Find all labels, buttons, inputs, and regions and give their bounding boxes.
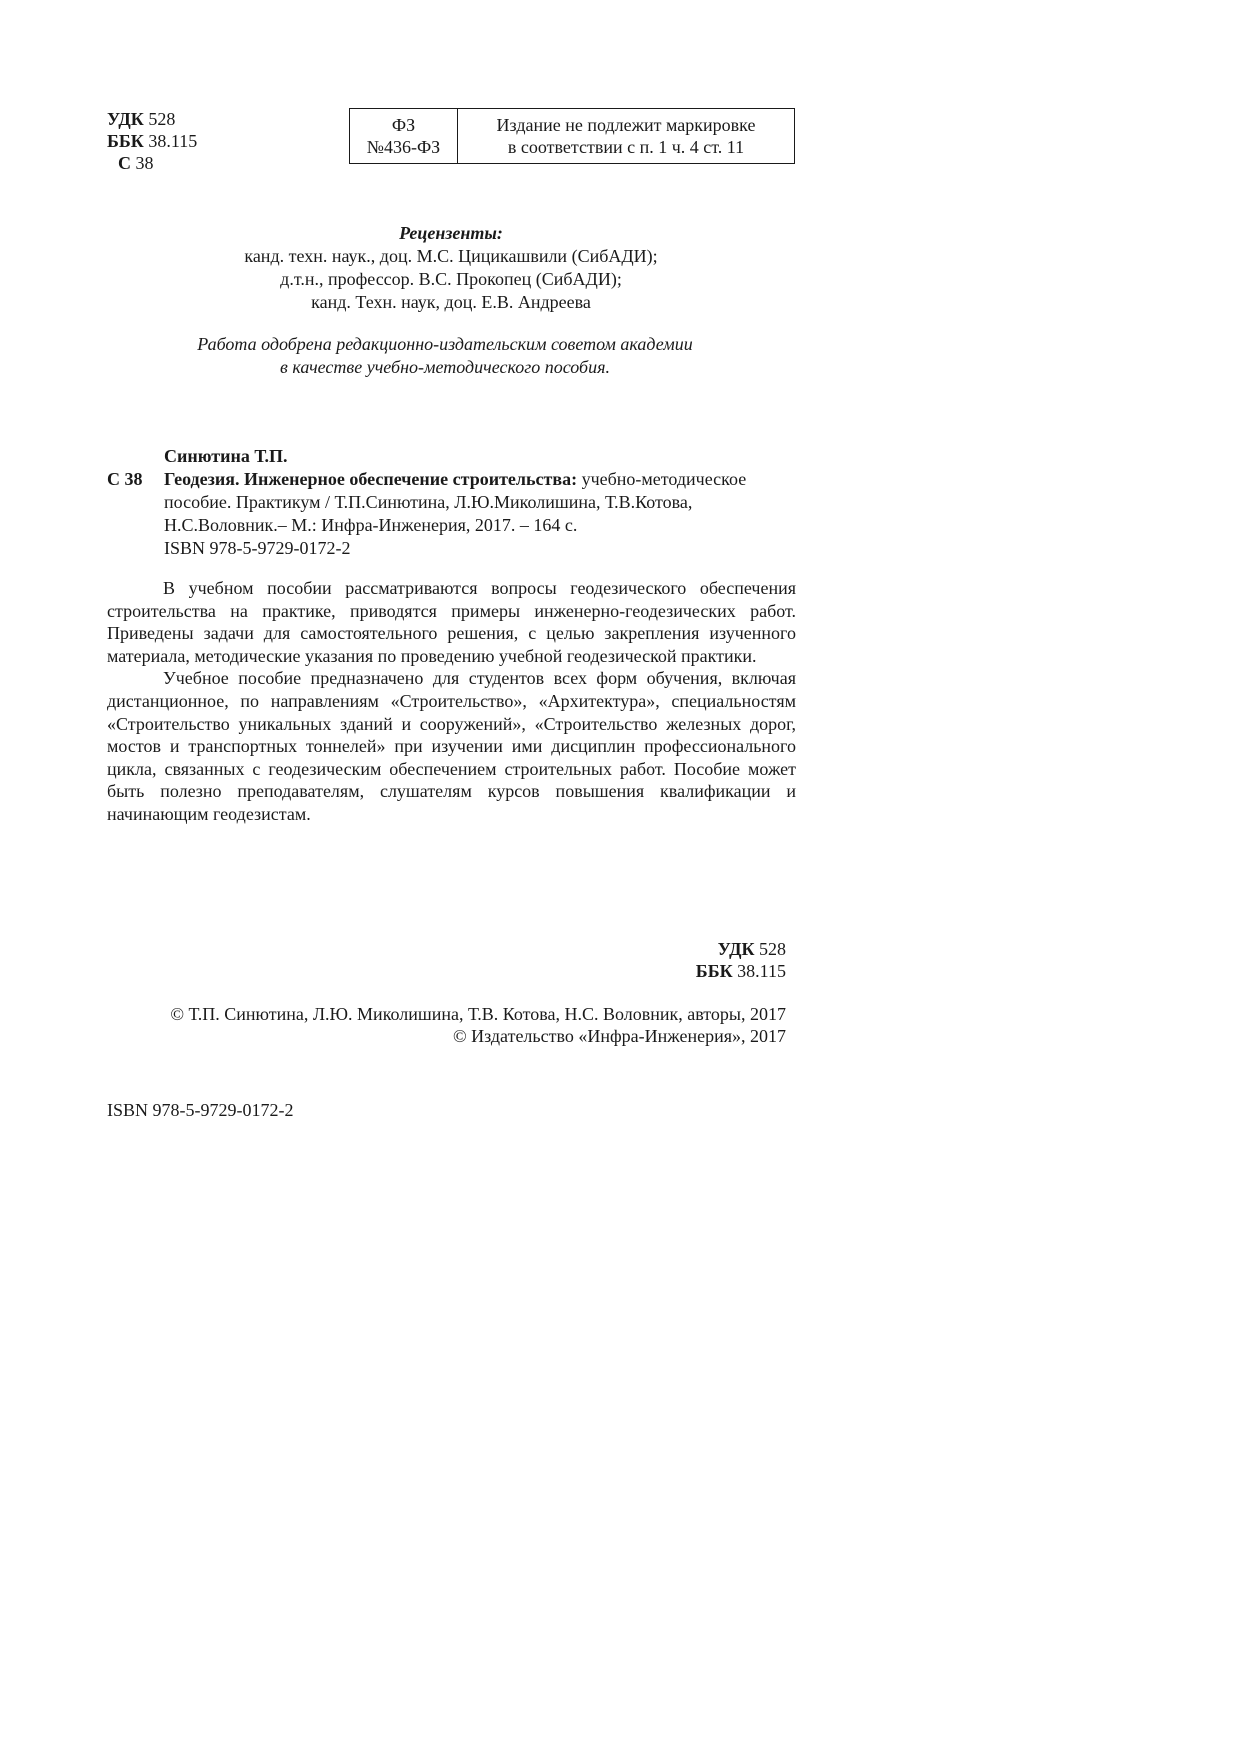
marking-law-cell: ФЗ №436-ФЗ bbox=[350, 109, 458, 163]
reviewers-heading: Рецензенты: bbox=[399, 223, 503, 243]
marking-text-cell: Издание не подлежит маркировке в соответствии с п. 1 ч. 4 ст. 11 bbox=[496, 115, 756, 157]
reviewer-item: канд. техн. наук., доц. М.С. Цицикашвили (СибАДИ); bbox=[244, 246, 658, 266]
book-title: Геодезия. Инженерное обеспечение строительства: bbox=[164, 469, 578, 489]
biblio-line: пособие. Практикум / Т.П.Синютина, Л.Ю.Миколишина, Т.В.Котова, bbox=[164, 492, 693, 512]
isbn: ISBN 978-5-9729-0172-2 bbox=[107, 1100, 294, 1120]
biblio-line: Н.С.Воловник.– М.: Инфра-Инженерия, 2017. – 164 с. bbox=[164, 515, 578, 535]
biblio-code: С 38 bbox=[107, 469, 143, 489]
author-mark: С 38 bbox=[118, 153, 154, 173]
marking-notice-box bbox=[349, 108, 795, 164]
reviewer-item: канд. Техн. наук, доц. Е.В. Андреева bbox=[311, 292, 591, 312]
bbk-code: ББК 38.115 bbox=[695, 961, 786, 981]
classification-codes bbox=[107, 108, 197, 174]
reviewers-block bbox=[228, 222, 674, 314]
approval-note: Работа одобрена редакционно-издательским советом академии в качестве учебно-методического пособия. bbox=[197, 334, 693, 377]
copyright-authors: © Т.П. Синютина, Л.Ю. Миколишина, Т.В. Котова, Н.С. Воловник, авторы, 2017 bbox=[170, 1004, 786, 1024]
bibliographic-record bbox=[107, 445, 807, 560]
classification-codes-bottom bbox=[600, 938, 786, 982]
abstract-paragraph: В учебном пособии рассматриваются вопросы геодезического обеспечения строительства на практике, приводятся примеры инженерно-геодезических работ. Приведены задачи для самостоятельного решения, с целью закрепления изученного материала, методические указания по проведению учебной геодезической практики. bbox=[107, 578, 796, 666]
bbk-code: ББК 38.115 bbox=[107, 131, 198, 151]
abstract-paragraph: Учебное пособие предназначено для студентов всех форм обучения, включая дистанционное, по направлениям «Строительство», «Архитектура», специальностям «Строительство уникальных зданий и сооружений», «Строительство железных дорог, мостов и транспортных тоннелей» при изучении ими дисциплин профессионального цикла, связанных с геодезическим обеспечением строительных работ. Пособие может быть полезно преподавателям, слушателям курсов повышения квалификации и начинающим геодезистам. bbox=[107, 668, 796, 824]
udk-code: УДК 528 bbox=[717, 939, 786, 959]
copyright-block bbox=[130, 1003, 786, 1047]
biblio-isbn: ISBN 978-5-9729-0172-2 bbox=[164, 538, 351, 558]
copyright-publisher: © Издательство «Инфра-Инженерия», 2017 bbox=[452, 1026, 786, 1046]
reviewer-item: д.т.н., профессор. В.С. Прокопец (СибАДИ); bbox=[280, 269, 622, 289]
udk-code: УДК 528 bbox=[107, 109, 176, 129]
biblio-title-line: С 38 Геодезия. Инженерное обеспечение строительства: учебно-методическое bbox=[107, 469, 747, 489]
abstract bbox=[107, 577, 796, 826]
biblio-author: Синютина Т.П. bbox=[164, 446, 288, 466]
